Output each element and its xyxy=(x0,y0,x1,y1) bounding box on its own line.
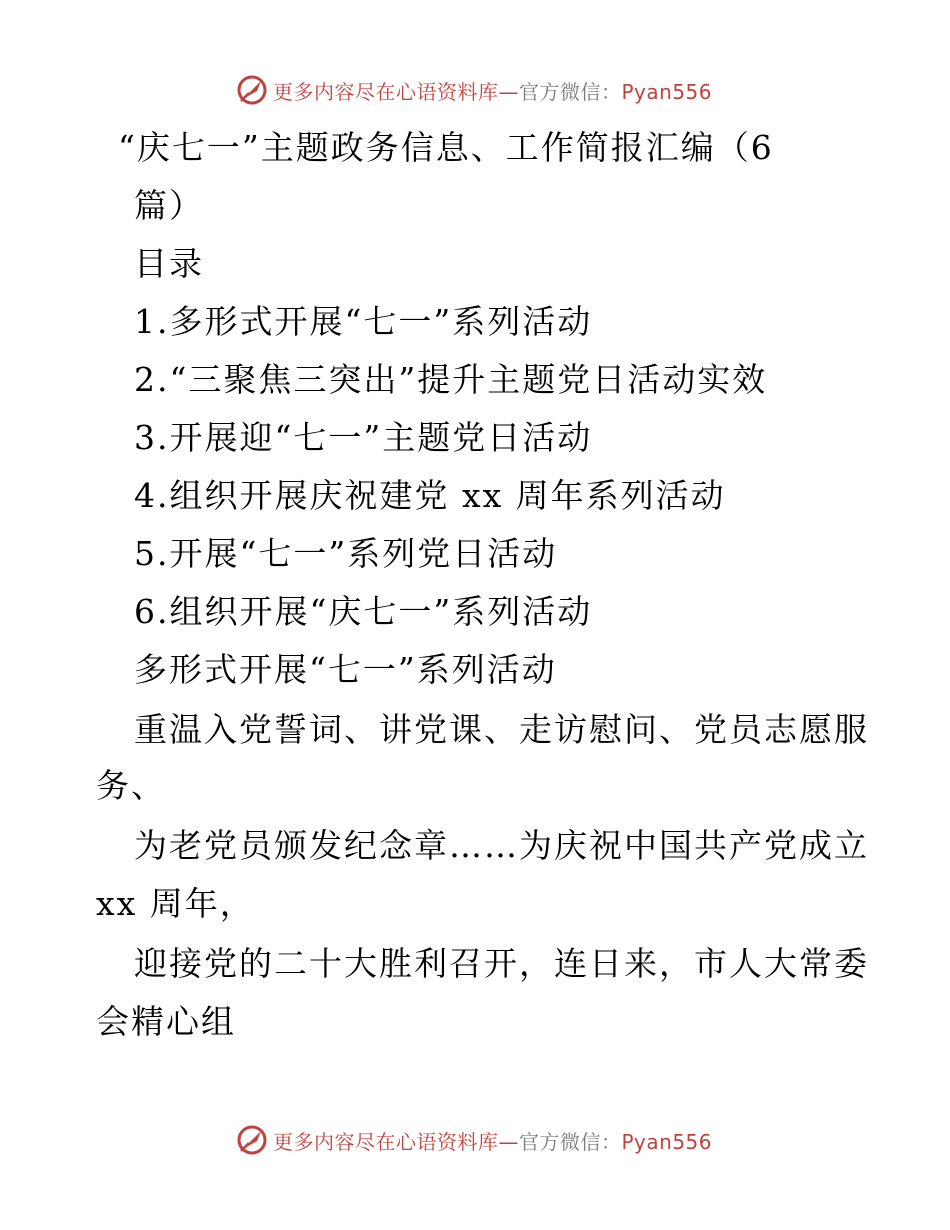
header-watermark xyxy=(235,72,712,108)
toc-item-5: 5.开展“七一”系列党日活动 xyxy=(134,534,558,573)
watermark-text xyxy=(273,1126,712,1155)
toc-item-2: 2.“三聚焦三突出”提升主题党日活动实效 xyxy=(134,360,768,399)
document-title-line-2: 篇） xyxy=(134,186,204,225)
watermark-brand: 更多内容尽在心语资料库 xyxy=(273,79,499,104)
toc-item-1: 1.多形式开展“七一”系列活动 xyxy=(134,302,593,341)
body-line-4: xx 周年， xyxy=(96,884,255,923)
watermark-text xyxy=(273,76,712,105)
body-line-3: 为老党员颁发纪念章……为庆祝中国共产党成立 xyxy=(134,826,869,865)
document-title-line-1: “庆七一”主题政务信息、工作简报汇编（6 xyxy=(118,128,774,167)
body-line-6: 会精心组 xyxy=(96,1002,236,1041)
section-heading: 多形式开展“七一”系列活动 xyxy=(134,650,557,689)
body-line-5: 迎接党的二十大胜利召开，连日来，市人大常委 xyxy=(134,944,869,983)
body-line-2: 务、 xyxy=(96,766,166,805)
watermark-wechat-label: 官方微信： xyxy=(519,79,622,104)
footer-watermark xyxy=(235,1122,712,1158)
watermark-brand: 更多内容尽在心语资料库 xyxy=(273,1129,499,1154)
toc-item-6: 6.组织开展“庆七一”系列活动 xyxy=(134,592,593,631)
watermark-wechat-label: 官方微信： xyxy=(519,1129,622,1154)
quill-logo-icon xyxy=(235,73,269,107)
watermark-wechat-id: Pyan556 xyxy=(621,79,713,104)
watermark-wechat-id: Pyan556 xyxy=(621,1129,713,1154)
toc-item-4: 4.组织开展庆祝建党 xx 周年系列活动 xyxy=(134,476,726,515)
toc-heading: 目录 xyxy=(134,244,204,283)
watermark-separator: — xyxy=(498,1129,519,1154)
toc-item-3: 3.开展迎“七一”主题党日活动 xyxy=(134,418,593,457)
quill-logo-icon xyxy=(235,1123,269,1157)
body-line-1: 重温入党誓词、讲党课、走访慰问、党员志愿服 xyxy=(134,710,869,749)
watermark-separator: — xyxy=(498,79,519,104)
